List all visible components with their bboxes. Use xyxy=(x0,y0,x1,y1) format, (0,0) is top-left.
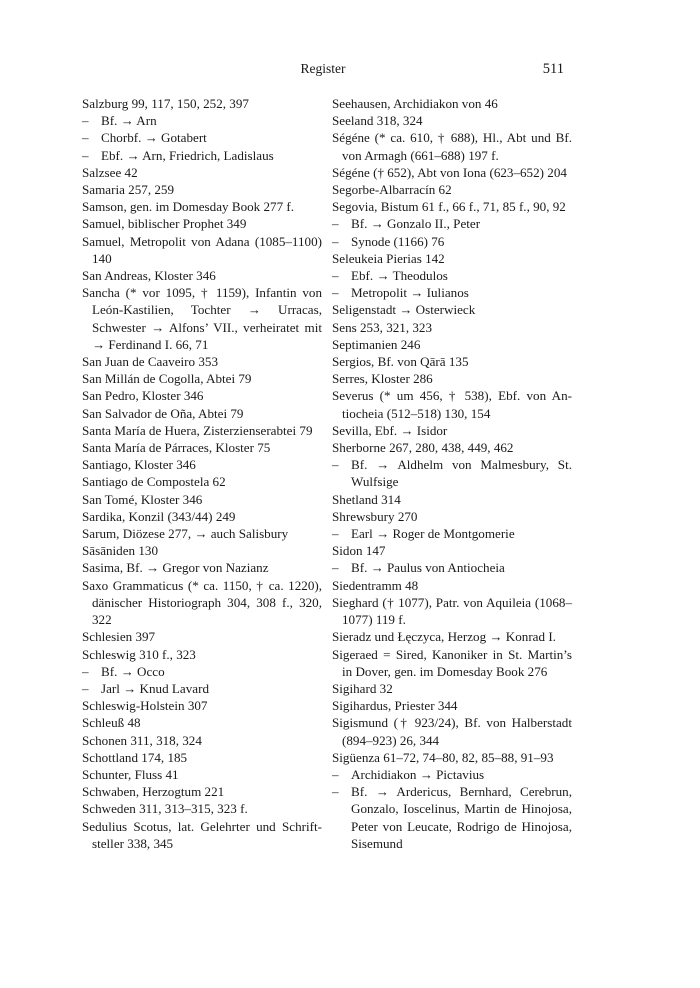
index-entry xyxy=(82,370,322,387)
entry-text: San Pedro, Kloster 346 xyxy=(82,388,204,404)
index-subentry xyxy=(332,559,572,576)
entry-text: Schlesien 397 xyxy=(82,629,156,645)
index-entry xyxy=(82,387,322,404)
running-title: Register xyxy=(300,61,346,76)
index-entry xyxy=(332,250,572,267)
index-entry xyxy=(82,628,322,645)
index-entry xyxy=(332,628,572,645)
index-entry xyxy=(332,198,572,215)
subentry-dash: – xyxy=(82,663,89,679)
entry-text: Salzsee 42 xyxy=(82,164,138,180)
index-entry xyxy=(82,697,322,714)
entry-text: Sarum, Diözese 277, → auch Salisbury xyxy=(82,526,289,542)
subentry-dash: – xyxy=(82,680,89,696)
entry-text: San Tomé, Kloster 346 xyxy=(82,491,203,507)
index-entry xyxy=(82,749,322,766)
entry-text: Sergios, Bf. von Qārā 135 xyxy=(332,354,469,370)
entry-text: Sasima, Bf. → Gregor von Nazianz xyxy=(82,560,269,576)
index-entry xyxy=(82,215,322,232)
entry-text: Sardika, Konzil (343/44) 249 xyxy=(82,508,236,524)
entry-text: Segovia, Bistum 61 f., 66 f., 71, 85 f., 90, 92 xyxy=(332,199,566,215)
subentry-dash: – xyxy=(332,457,339,473)
subentry-dash: – xyxy=(332,784,339,800)
entry-text: San Salvador de Oña, Abtei 79 xyxy=(82,405,244,421)
index-entry xyxy=(332,646,572,680)
entry-text: Samuel, Metropolit von Adana (1085–1100) 140 xyxy=(82,233,322,266)
index-subentry xyxy=(332,215,572,232)
index-entry xyxy=(332,112,572,129)
index-entry xyxy=(82,800,322,817)
entry-text: Seleukeia Pierias 142 xyxy=(332,250,445,266)
entry-text: Shrewsbury 270 xyxy=(332,508,418,524)
index-entry xyxy=(332,749,572,766)
entry-text: Seligenstadt → Osterwieck xyxy=(332,302,476,318)
index-entry xyxy=(82,714,322,731)
subentry-dash: – xyxy=(332,766,339,782)
subentry-dash: – xyxy=(332,216,339,232)
entry-text: Serres, Kloster 286 xyxy=(332,371,433,387)
index-entry xyxy=(82,181,322,198)
entry-text: Santiago, Kloster 346 xyxy=(82,457,196,473)
entry-text: San Juan de Caaveiro 353 xyxy=(82,354,218,370)
entry-text: Ebf. → Arn, Friedrich, Ladislaus xyxy=(101,147,274,163)
entry-text: Sieghard († 1077), Patr. von Aquileia (1068–1077) 119 f. xyxy=(332,594,572,628)
entry-text: Jarl → Knud Lavard xyxy=(101,680,209,696)
index-entry xyxy=(82,473,322,490)
index-entry xyxy=(82,783,322,800)
entry-text: Sigeraed = Sired, Kanoniker in St. Martin’s in Dover, gen. im Domesday Book 276 xyxy=(332,646,572,679)
entry-text: Shetland 314 xyxy=(332,491,401,507)
index-entry xyxy=(332,680,572,697)
entry-text: Salzburg 99, 117, 150, 252, 397 xyxy=(82,96,249,111)
entry-text: Ségéne († 652), Abt von Iona (623–652) 204 xyxy=(332,164,567,180)
subentry-dash: – xyxy=(82,113,89,129)
index-entry xyxy=(82,422,322,439)
index-entry xyxy=(82,267,322,284)
index-column-left xyxy=(82,95,322,852)
entry-text: Archidiakon → Pictavius xyxy=(351,766,485,782)
entry-text: Santiago de Compostela 62 xyxy=(82,474,226,490)
entry-text: Sigüenza 61–72, 74–80, 82, 85–88, 91–93 xyxy=(332,749,554,765)
index-entry xyxy=(82,818,322,852)
subentry-dash: – xyxy=(82,130,89,146)
entry-text: Segorbe-Albarracín 62 xyxy=(332,182,452,198)
entry-text: Bf. → Arn xyxy=(101,113,157,129)
entry-text: Siedentramm 48 xyxy=(332,577,419,593)
entry-text: Synode (1166) 76 xyxy=(351,233,445,249)
index-entry xyxy=(82,284,322,353)
entry-text: Samuel, biblischer Prophet 349 xyxy=(82,216,247,232)
entry-text: Sherborne 267, 280, 438, 449, 462 xyxy=(332,440,514,456)
index-column-right xyxy=(332,95,572,852)
entry-text: Saxo Grammaticus (* ca. 1150, † ca. 1220), dänischer Historiograph 304, 308 f., 320, 322 xyxy=(82,577,322,628)
index-entry xyxy=(82,525,322,542)
entry-text: Sieradz und Łęczyca, Herzog → Konrad I. xyxy=(332,629,556,645)
entry-text: Sigihard 32 xyxy=(332,680,393,696)
index-subentry xyxy=(332,783,572,852)
entry-text: Schleswig 310 f., 323 xyxy=(82,646,196,662)
entry-text: Santa María de Párraces, Kloster 75 xyxy=(82,440,271,456)
index-entry xyxy=(82,766,322,783)
index-entry xyxy=(332,439,572,456)
index-entry xyxy=(332,353,572,370)
page-number: 511 xyxy=(542,61,564,77)
index-subentry xyxy=(82,663,322,680)
index-entry xyxy=(332,164,572,181)
entry-text: Sāsāniden 130 xyxy=(82,543,159,559)
index-entry xyxy=(82,577,322,629)
index-entry xyxy=(332,542,572,559)
entry-text: Sigismund († 923/24), Bf. von Halberstadt (894–923) 26, 344 xyxy=(332,715,572,748)
index-subentry xyxy=(82,112,322,129)
entry-text: Schottland 174, 185 xyxy=(82,749,188,765)
entry-text: Bf. → Aldhelm von Malmesbury, St. Wulfsige xyxy=(351,457,572,490)
index-entry xyxy=(82,233,322,267)
index-subentry xyxy=(332,267,572,284)
entry-text: Seehausen, Archidiakon von 46 xyxy=(332,96,498,111)
index-subentry xyxy=(82,129,322,146)
entry-text: Sedulius Scotus, lat. Gelehrter und Schriftsteller 338, 345 xyxy=(82,818,322,851)
entry-text: San Andreas, Kloster 346 xyxy=(82,268,216,284)
subentry-dash: – xyxy=(332,233,339,249)
index-subentry xyxy=(332,284,572,301)
index-entry xyxy=(332,508,572,525)
entry-text: Sigihardus, Priester 344 xyxy=(332,698,458,714)
index-subentry xyxy=(332,525,572,542)
index-entry xyxy=(332,697,572,714)
index-entry xyxy=(332,370,572,387)
entry-text: San Millán de Cogolla, Abtei 79 xyxy=(82,371,252,387)
entry-text: Chorbf. → Gotabert xyxy=(101,130,207,146)
entry-text: Samson, gen. im Domesday Book 277 f. xyxy=(82,199,295,215)
subentry-dash: – xyxy=(332,526,339,542)
entry-text: Ebf. → Theodulos xyxy=(351,268,448,284)
subentry-dash: – xyxy=(332,285,339,301)
index-entry xyxy=(82,405,322,422)
entry-text: Metropolit → Iulianos xyxy=(351,285,469,301)
index-entry xyxy=(82,508,322,525)
index-entry xyxy=(332,319,572,336)
subentry-dash: – xyxy=(332,268,339,284)
index-entry xyxy=(82,164,322,181)
index-entry xyxy=(332,301,572,318)
subentry-dash: – xyxy=(332,560,339,576)
index-entry xyxy=(332,422,572,439)
entry-text: Schunter, Fluss 41 xyxy=(82,766,179,782)
index-subentry xyxy=(82,680,322,697)
index-entry xyxy=(332,577,572,594)
index-entry xyxy=(332,181,572,198)
index-entry xyxy=(82,95,322,112)
entry-text: Severus (* um 456, † 538), Ebf. von Antiocheia (512–518) 130, 154 xyxy=(332,388,572,421)
index-entry xyxy=(332,129,572,163)
index-entry xyxy=(82,491,322,508)
running-header xyxy=(82,61,564,79)
index-entry xyxy=(82,542,322,559)
entry-text: Santa María de Huera, Zisterzienserabtei 79 xyxy=(82,422,313,438)
entry-text: Bf. → Paulus von Antiocheia xyxy=(351,560,505,576)
index-entry xyxy=(332,387,572,421)
index-entry xyxy=(82,198,322,215)
entry-text: Sens 253, 321, 323 xyxy=(332,319,433,335)
index-subentry xyxy=(332,456,572,490)
index-entry xyxy=(82,559,322,576)
entry-text: Septimanien 246 xyxy=(332,336,421,352)
index-entry xyxy=(82,439,322,456)
index-entry xyxy=(332,714,572,748)
entry-text: Sancha (* vor 1095, † 1159), Infantin von León-Kastilien, Tochter → Urracas, Schwester → Alfons’ VII., verheiratet mit → Ferdinand I. 66, 71 xyxy=(82,285,322,352)
entry-text: Sevilla, Ebf. → Isidor xyxy=(332,422,448,438)
index-entry xyxy=(82,456,322,473)
index-entry xyxy=(332,336,572,353)
index-entry xyxy=(332,594,572,628)
entry-text: Bf. → Ardericus, Bernhard, Cerebrun, Gonzalo, Ioscelinus, Martin de Hinojosa, Peter von Leucate, Rodrigo de Hinojosa, Sisemund xyxy=(351,784,572,851)
entry-text: Bf. → Occo xyxy=(101,663,165,679)
entry-text: Schweden 311, 313–315, 323 f. xyxy=(82,801,248,817)
entry-text: Schleuß 48 xyxy=(82,715,141,731)
index-entry xyxy=(332,95,572,112)
index-entry xyxy=(82,646,322,663)
index-entry xyxy=(82,732,322,749)
entry-text: Ségéne (* ca. 610, † 688), Hl., Abt und Bf. von Armagh (661–688) 197 f. xyxy=(332,130,572,163)
entry-text: Schonen 311, 318, 324 xyxy=(82,732,202,748)
index-subentry xyxy=(332,766,572,783)
index-subentry xyxy=(332,233,572,250)
entry-text: Earl → Roger de Montgomerie xyxy=(351,526,515,542)
entry-text: Samaria 257, 259 xyxy=(82,182,175,198)
index-subentry xyxy=(82,147,322,164)
entry-text: Seeland 318, 324 xyxy=(332,113,423,129)
entry-text: Schleswig-Holstein 307 xyxy=(82,698,208,714)
entry-text: Sidon 147 xyxy=(332,543,386,559)
entry-text: Schwaben, Herzogtum 221 xyxy=(82,784,225,800)
index-entry xyxy=(82,353,322,370)
entry-text: Bf. → Gonzalo II., Peter xyxy=(351,216,481,232)
index-entry xyxy=(332,491,572,508)
subentry-dash: – xyxy=(82,147,89,163)
